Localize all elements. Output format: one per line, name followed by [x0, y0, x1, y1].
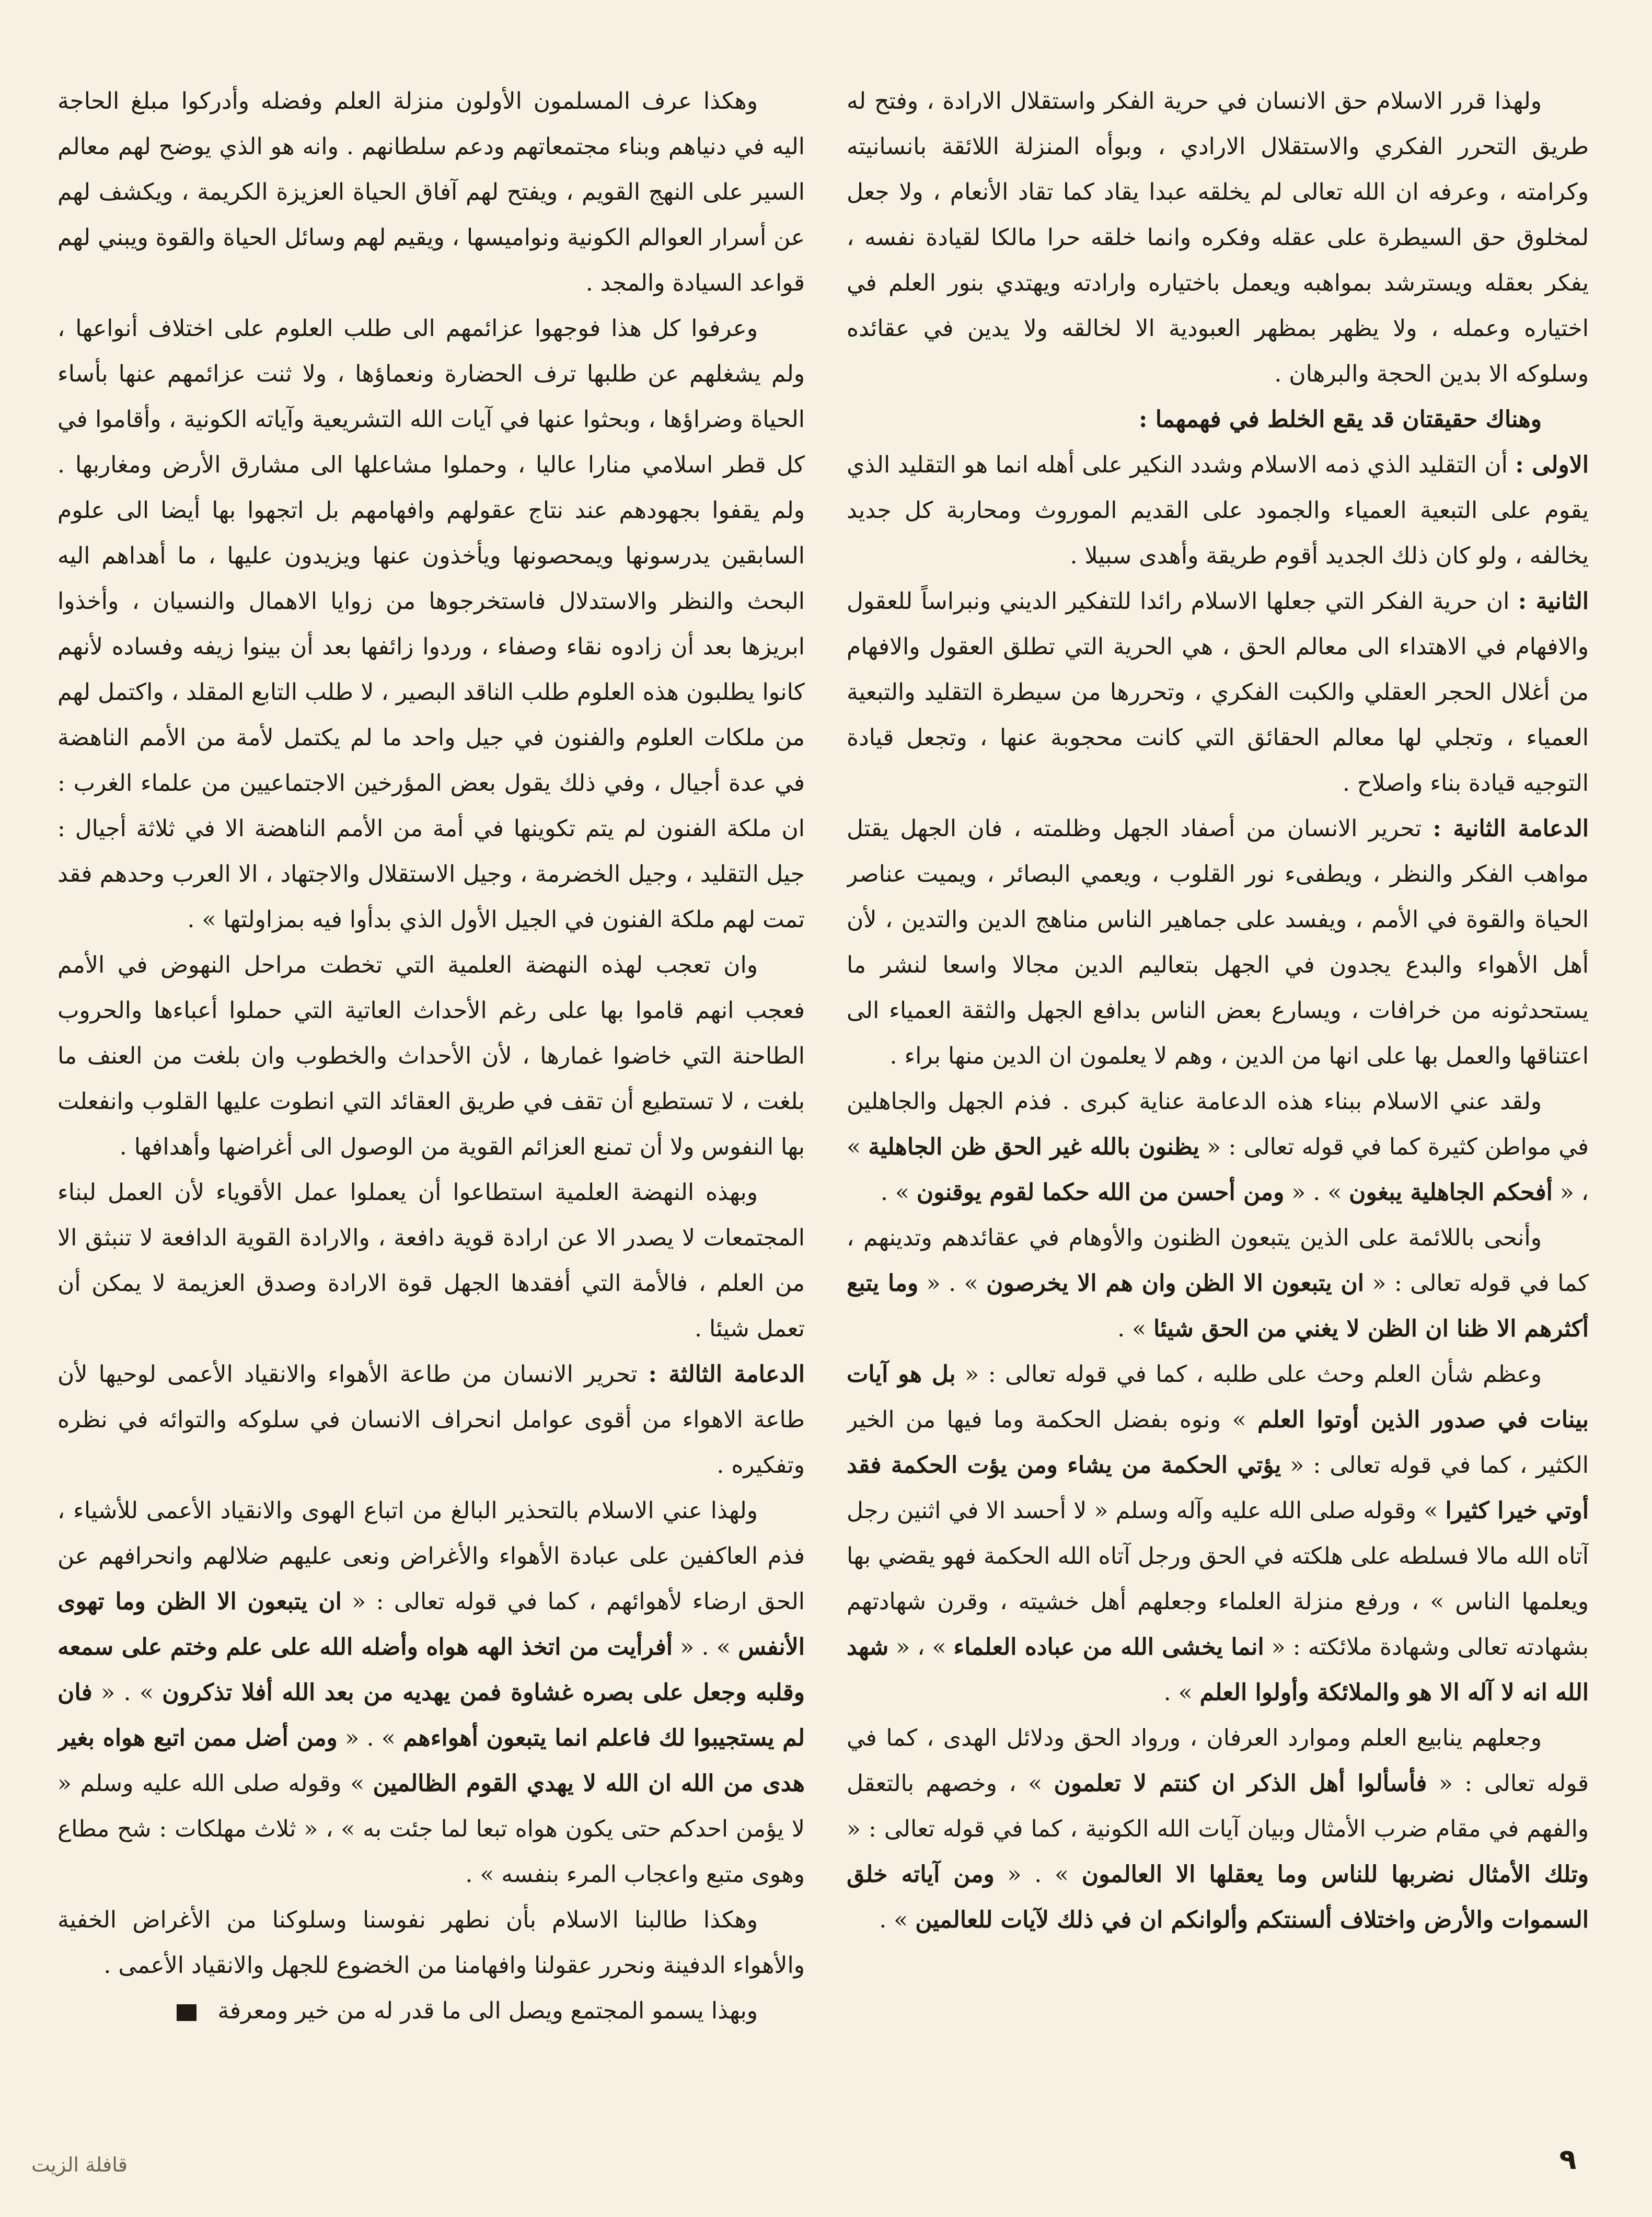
paragraph [847, 806, 1589, 1079]
quran-verse: فأسألوا أهل الذكر ان كنتم لا تعلمون [1054, 1770, 1427, 1797]
text-run: » . « [673, 1634, 738, 1660]
point-label: الاولى : [1515, 452, 1589, 478]
text-run: » . « [337, 1725, 403, 1751]
text-run: » . « [994, 1861, 1082, 1888]
text-run: » ونوه بفضل الحكمة وما فيها من الخير الكثير ، كما في قوله تعالى : « [847, 1406, 1589, 1479]
paragraph [847, 579, 1589, 806]
quran-verse: فان لم يستجيبوا لك فاعلم انما يتبعون أهواءهم [57, 1679, 805, 1751]
paragraph [57, 1988, 805, 2034]
text-run: ولهذا عني الاسلام بالتحذير البالغ من اتباع الهوى والانقياد الأعمى للأشياء ، فذم العاكفين على عبادة الأهواء والأغراض ونعى عليهم ضلالهم وانحرافهم عن الحق ارضاء لأهوائهم ، كما في قوله تعالى : « [57, 1497, 805, 1615]
paragraph: وهكذا طالبنا الاسلام بأن نطهر نفوسنا وسلوكنا من الأغراض الخفية والأهواء الدفينة ونحرر عقولنا وافهامنا من الخضوع للجهل والانقياد الأعمى . [57, 1907, 805, 1979]
paragraph: وعرفوا كل هذا فوجهوا عزائمهم الى طلب العلوم على اختلاف أنواعها ، ولم يشغلهم عن طلبها ترف الحضارة ونعماؤها ، ولا ثنت عزائمهم عنها بأساء الحياة وضراؤها ، وبحثوا عنها في آيات الله التشريعية وآياته الكونية ، وأقاموا في كل قطر اسلامي منارا عاليا ، وحملوا مشاعلها الى مشارق الأرض ومغاربها . ولم يقفوا بجهودهم عند نتاج عقولهم وافهامهم بل اتجهوا بها أيضا الى علوم السابقين يدرسونها ويمحصونها ويأخذون عنها ويزيدون عليها ، ما أهداهم اليه البحث والنظر والاستدلال فاستخرجوها من زوايا الاهمال والنسيان ، وأخذوا ابريزها بعد أن زادوه نقاء وصفاء ، وردوا زائفها بعد أن بينوا زيفه وفساده لأنهم كانوا يطلبون هذه العلوم طلب الناقد البصير ، لا طلب التابع المقلد ، واكتمل لهم من ملكات العلوم والفنون في جيل واحد ما لم يكتمل لأمة من الأمم الناهضة في عدة أجيال ، وفي ذلك يقول بعض المؤرخين الاجتماعيين من علماء الغرب : ان ملكة الفنون لم يتم تكوينها في أمة من الأمم الناهضة الا في ثلاثة أجيال : جيل التقليد ، وجيل الخضرمة ، وجيل الاستقلال والاجتهاد ، الا العرب وحدهم فقد تمت لهم ملكة الفنون في الجيل الأول الذي بدأوا فيه بمزاولتها » . [57, 315, 805, 933]
paragraph [847, 1715, 1589, 1943]
right-column [847, 78, 1589, 2101]
quran-verse: ومن آياته خلق السموات والأرض واختلاف ألسنتكم وألوانكم ان في ذلك لآيات للعالمين [847, 1861, 1589, 1933]
paragraph [57, 1352, 805, 1488]
point-text: ان حرية الفكر التي جعلها الاسلام رائدا للتفكير الديني ونبراساً للعقول والافهام في الاهتداء الى معالم الحق ، هي الحرية التي تطلق العقول والافهام من أغلال الحجر العقلي والكبت الفكري ، وتحررها من سيطرة التقليد والتبعية العمياء ، وتجلي لها معالم الحقائق التي كانت محجوبة عنها ، وتجعل قيادة التوجيه قيادة بناء واصلاح . [847, 588, 1589, 796]
quran-verse: شهد الله انه لا آله الا هو والملائكة وأولوا العلم [847, 1634, 1589, 1706]
quran-verse: يؤتي الحكمة من يشاء ومن يؤت الحكمة فقد أوتي خيرا كثيرا [847, 1452, 1589, 1524]
text-run: » ، وخصهم بالتعقل والفهم في مقام ضرب الأمثال وبيان آيات الله الكونية ، كما في قوله تعالى : « [847, 1770, 1589, 1842]
quran-verse: بل هو آيات بينات في صدور الذين أوتوا العلم [847, 1361, 1589, 1433]
text-run: » . [1117, 1315, 1153, 1342]
point-text: أن التقليد الذي ذمه الاسلام وشدد النكير على أهله انما هو التقليد الذي يقوم على التبعية العمياء والجمود على القديم الموروث ومحاربة كل جديد يخالفه ، ولو كان ذلك الجديد أقوم طريقة وأهدى سبيلا . [847, 452, 1589, 569]
text-run: » ، « [847, 1134, 1589, 1206]
paragraph [847, 1215, 1589, 1352]
text-run: » وقوله صلى الله عليه وآله وسلم « لا أحسد الا في اثنين رجل آتاه الله مالا فسلطه على هلكته في الحق ورجل آتاه الله الحكمة فهو يقضي بها ويعلمها الناس » ، ورفع منزلة العلماء وجعلهم أهل خشيته ، وقرن شهادتهم بشهادته تعالى وشهادة ملائكته : « [847, 1497, 1589, 1660]
paragraph [57, 1488, 805, 1897]
paragraph [847, 1352, 1589, 1715]
paragraph: وهكذا عرف المسلمون الأولون منزلة العلم وفضله وأدركوا مبلغ الحاجة اليه في دنياهم وبناء مجتمعاتهم ودعم سلطانهم . وانه هو الذي يوضح لهم معالم السير على النهج القويم ، ويفتح لهم آفاق الحياة العزيزة الكريمة ، ويكشف لهم عن أسرار العوالم الكونية ونواميسها ، ويقيم لهم وسائل الحياة والقوة ويبني لهم قواعد السيادة والمجد . [57, 88, 805, 296]
paragraph: وبهذه النهضة العلمية استطاعوا أن يعملوا عمل الأقوياء لأن العمل لبناء المجتمعات لا يصدر الا عن ارادة قوية دافعة ، والارادة القوية الدافعة لا تنبثق الا من العلم ، فالأمة التي أفقدها الجهل قوة الارادة وصدق العزيمة لا يمكن أن تعمل شيئا . [57, 1179, 805, 1342]
paragraph [847, 1079, 1589, 1215]
quran-verse: انما يخشى الله من عباده العلماء [953, 1634, 1264, 1660]
quran-verse: ومن أضل ممن اتبع هواه بغير هدى من الله ان الله لا يهدي القوم الظالمين [57, 1725, 805, 1797]
pillar-text: تحرير الانسان من طاعة الأهواء والانقياد الأعمى لوحيها لأن طاعة الاهواء من أقوى عوامل انحراف الانسان في سلوكه والتوائه في نظره وتفكيره . [57, 1361, 805, 1479]
quran-verse: أفحكم الجاهلية يبغون [1349, 1179, 1553, 1206]
left-column [57, 78, 805, 2101]
text-run: » . [879, 1907, 916, 1933]
text-run: وبهذا يسمو المجتمع ويصل الى ما قدر له من خير ومعرفة [217, 1997, 758, 2024]
text-run: » . « [92, 1679, 163, 1706]
pillar-label: الدعامة الثانية : [1432, 815, 1589, 842]
text-run: وجعلهم ينابيع العلم وموارد العرفان ، ورواد الحق ودلائل الهدى ، كما في قوله تعالى : « [847, 1725, 1589, 1797]
text-run: وأنحى باللائمة على الذين يتبعون الظنون والأوهام في عقائدهم وتدينهم ، كما في قوله تعالى : « [847, 1225, 1589, 1297]
pillar-label: الدعامة الثالثة : [648, 1361, 805, 1388]
paragraph: ولهذا قرر الاسلام حق الانسان في حرية الفكر واستقلال الارادة ، وفتح له طريق التحرر الفكري والاستقلال الارادي ، وبوأه المنزلة اللائقة بانسانيته وكرامته ، وعرفه ان الله تعالى لم يخلقه عبدا يقاد كما تقاد الأنعام ، ولا جعل لمخلوق حق السيطرة على عقله وفكره وانما خلقه حرا مالكا لقيادة نفسه ، يفكر بعقله ويسترشد بمواهبه ويعمل باختياره وارادته ويهتدي بنور العلم في اختياره وعمله ، ولا يظهر بمظهر العبودية الا لخالقه ولا يدين في عقائده وسلوكه الا بدين الحجة والبرهان . [847, 88, 1589, 387]
quran-verse: يظنون بالله غير الحق ظن الجاهلية [868, 1134, 1199, 1160]
quran-verse: ان يتبعون الا الظن وان هم الا يخرصون [986, 1270, 1365, 1297]
point-label: الثانية : [1518, 588, 1589, 615]
text-run: وعظم شأن العلم وحث على طلبه ، كما في قوله تعالى : « [955, 1361, 1542, 1388]
pillar-text: تحرير الانسان من أصفاد الجهل وظلمته ، فان الجهل يقتل مواهب الفكر والنظر ، ويطفىء نور القلوب ، ويعمي البصائر ، ويميت عناصر الحياة والقوة في الأمم ، ويفسد على جماهير الناس مناهج الدين والتدين ، لأن أهل الأهواء والبدع يجدون في الجهل بتعاليم الدين مجالا واسعا لنشر ما يستحدثونه من خرافات ، ويسارع بعض الناس بدافع الجهل والثقة العمياء الى اعتناقها والعمل بها على انها من الدين ، وهم لا يعلمون ان الدين منها براء . [847, 815, 1589, 1069]
quran-verse: أفرأيت من اتخذ الهه هواه وأضله الله على علم وختم على سمعه وقلبه وجعل على بصره غشاوة فمن يهديه من بعد الله أفلا تذكرون [57, 1634, 805, 1706]
text-run: » وقوله صلى الله عليه وسلم « لا يؤمن احدكم حتى يكون هواه تبعا لما جئت به » ، « ثلاث مهلكات : شح مطاع وهوى متبع واعجاب المرء بنفسه » . [57, 1770, 805, 1888]
paragraph [847, 442, 1589, 579]
quran-verse: ومن أحسن من الله حكما لقوم يوقنون [916, 1179, 1285, 1206]
text-run: » . [1163, 1679, 1200, 1706]
section-heading: وهناك حقيقتان قد يقع الخلط في فهمهما : [1139, 406, 1542, 433]
text-run: » ، « [888, 1634, 954, 1660]
end-of-article-mark [177, 2004, 197, 2021]
text-run: » . « [918, 1270, 987, 1297]
text-run: ولقد عني الاسلام ببناء هذه الدعامة عناية كبرى . فذم الجهل والجاهلين في مواطن كثيرة كما في قوله تعالى : « [847, 1088, 1589, 1160]
text-run: » . [880, 1179, 917, 1206]
text-run: » . « [1284, 1179, 1349, 1206]
quran-verse: وتلك الأمثال نضربها للناس وما يعقلها الا العالمون [1081, 1861, 1589, 1888]
paragraph: وان تعجب لهذه النهضة العلمية التي تخطت مراحل النهوض في الأمم فعجب انهم قاموا بها على رغم الأحداث العاتية التي حملوا أعباءها والحروب الطاحنة التي خاضوا غمارها ، لأن الأحداث والخطوب وان بلغت من العنف ما بلغت ، لا تستطيع أن تقف في طريق العقائد التي انطوت عليها القلوب وانفعلت بها النفوس ولا أن تمنع العزائم القوية من الوصول الى أغراضها وأهدافها . [57, 952, 805, 1160]
quran-verse: وما يتبع أكثرهم الا ظنا ان الظن لا يغني من الحق شيئا [847, 1270, 1589, 1342]
page-number: ٩ [1559, 2143, 1577, 2176]
quran-verse: ان يتبعون الا الظن وما تهوى الأنفس [57, 1588, 805, 1660]
footer-magazine-name: قافلة الزيت [31, 2153, 128, 2176]
